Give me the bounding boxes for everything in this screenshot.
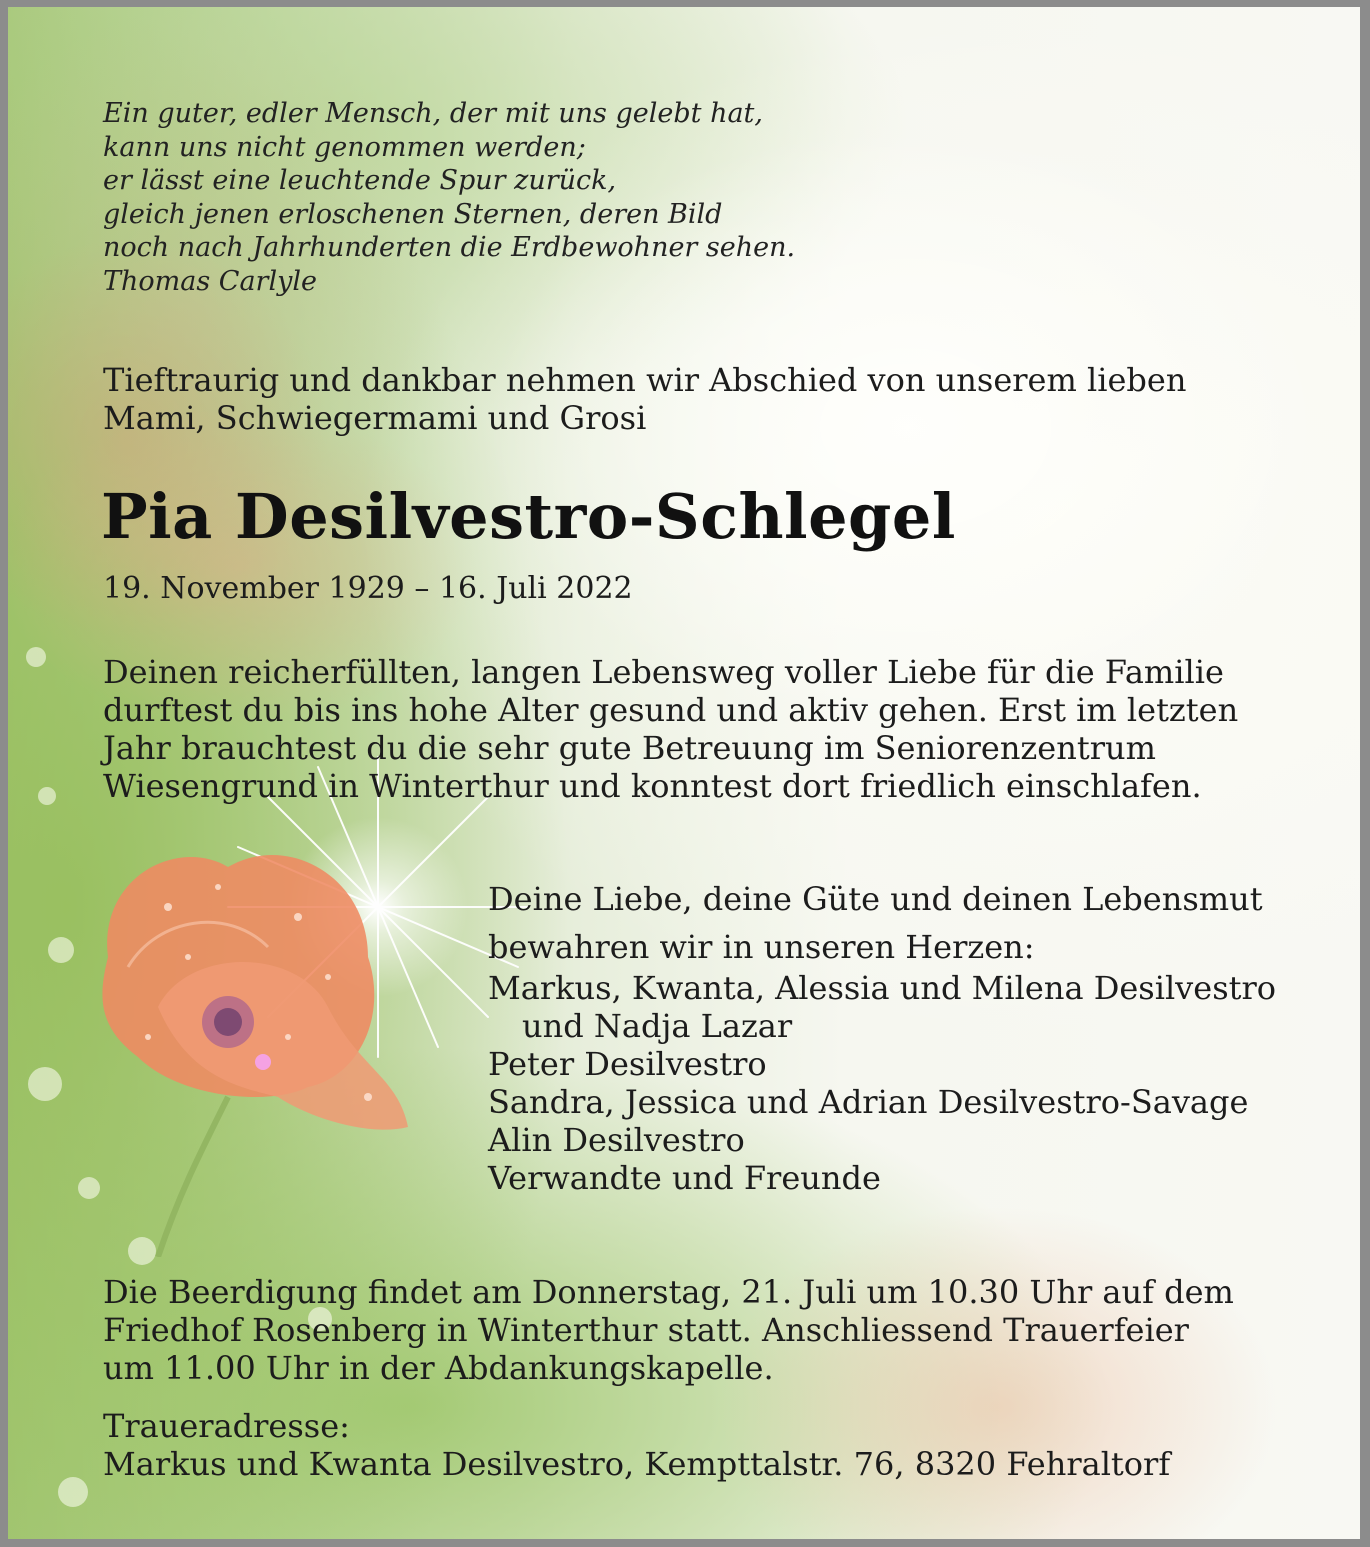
quote-line: er lässt eine leuchtende Spur zurück, [103, 165, 617, 196]
intro-line: Mami, Schwiegermami und Grosi [103, 399, 647, 437]
deceased-name: Pia Desilvestro-Schlegel [101, 480, 956, 553]
quote-line: noch nach Jahrhunderten die Erdbewohner sehen. [103, 232, 796, 263]
tribute-line: Wiesengrund in Winterthur und konntest dort friedlich einschlafen. [103, 767, 1202, 805]
poppy-flower-icon [68, 837, 488, 1257]
mourner-entry: Sandra, Jessica und Adrian Desilvestro-Savage [488, 1083, 1249, 1121]
memory-line: bewahren wir in unseren Herzen: [488, 928, 1035, 966]
mourner-entry: und Nadja Lazar [522, 1007, 793, 1045]
mourner-entry: Alin Desilvestro [488, 1121, 745, 1159]
memory-line: Deine Liebe, deine Güte und deinen Lebensmut [488, 880, 1263, 918]
mourner-entry: Markus, Kwanta, Alessia und Milena Desilvestro [488, 969, 1277, 1007]
mourners-list [488, 969, 1276, 1197]
funeral-line: um 11.00 Uhr in der Abdankungskapelle. [103, 1349, 774, 1387]
quote-block [103, 97, 1003, 298]
mourning-address-label: Traueradresse: [103, 1407, 350, 1445]
intro-text [103, 361, 1253, 437]
memory-text [488, 875, 1263, 971]
bokeh-dot [38, 787, 56, 805]
funeral-line: Friedhof Rosenberg in Winterthur statt. Anschliessend Trauerfeier [103, 1311, 1189, 1349]
bokeh-dot [28, 1067, 62, 1101]
quote-line: kann uns nicht genommen werden; [103, 131, 586, 163]
life-dates: 19. November 1929 – 16. Juli 2022 [103, 571, 633, 606]
funeral-info [103, 1273, 1234, 1387]
bokeh-dot [58, 1477, 88, 1507]
tribute-line: Deinen reicherfüllten, langen Lebensweg voller Liebe für die Familie [103, 653, 1224, 691]
quote-author: Thomas Carlyle [103, 265, 317, 297]
intro-line: Tieftraurig und dankbar nehmen wir Abschied von unserem lieben [103, 361, 1187, 399]
funeral-line: Die Beerdigung findet am Donnerstag, 21. Juli um 10.30 Uhr auf dem [103, 1273, 1234, 1311]
quote-line: Ein guter, edler Mensch, der mit uns gelebt hat, [103, 98, 763, 129]
tribute-line: durftest du bis ins hohe Alter gesund und aktiv gehen. Erst im letzten [103, 691, 1239, 729]
tribute-line: Jahr brauchtest du die sehr gute Betreuung im Seniorenzentrum [103, 729, 1156, 767]
mourner-entry: Verwandte und Freunde [488, 1159, 881, 1197]
tribute-text [103, 653, 1283, 805]
mourning-address-value: Markus und Kwanta Desilvestro, Kempttalstr. 76, 8320 Fehraltorf [103, 1445, 1171, 1483]
mourner-entry: Peter Desilvestro [488, 1045, 767, 1083]
quote-line: gleich jenen erloschenen Sternen, deren Bild [103, 198, 723, 230]
mourning-address [103, 1407, 1170, 1483]
bokeh-dot [26, 647, 46, 667]
